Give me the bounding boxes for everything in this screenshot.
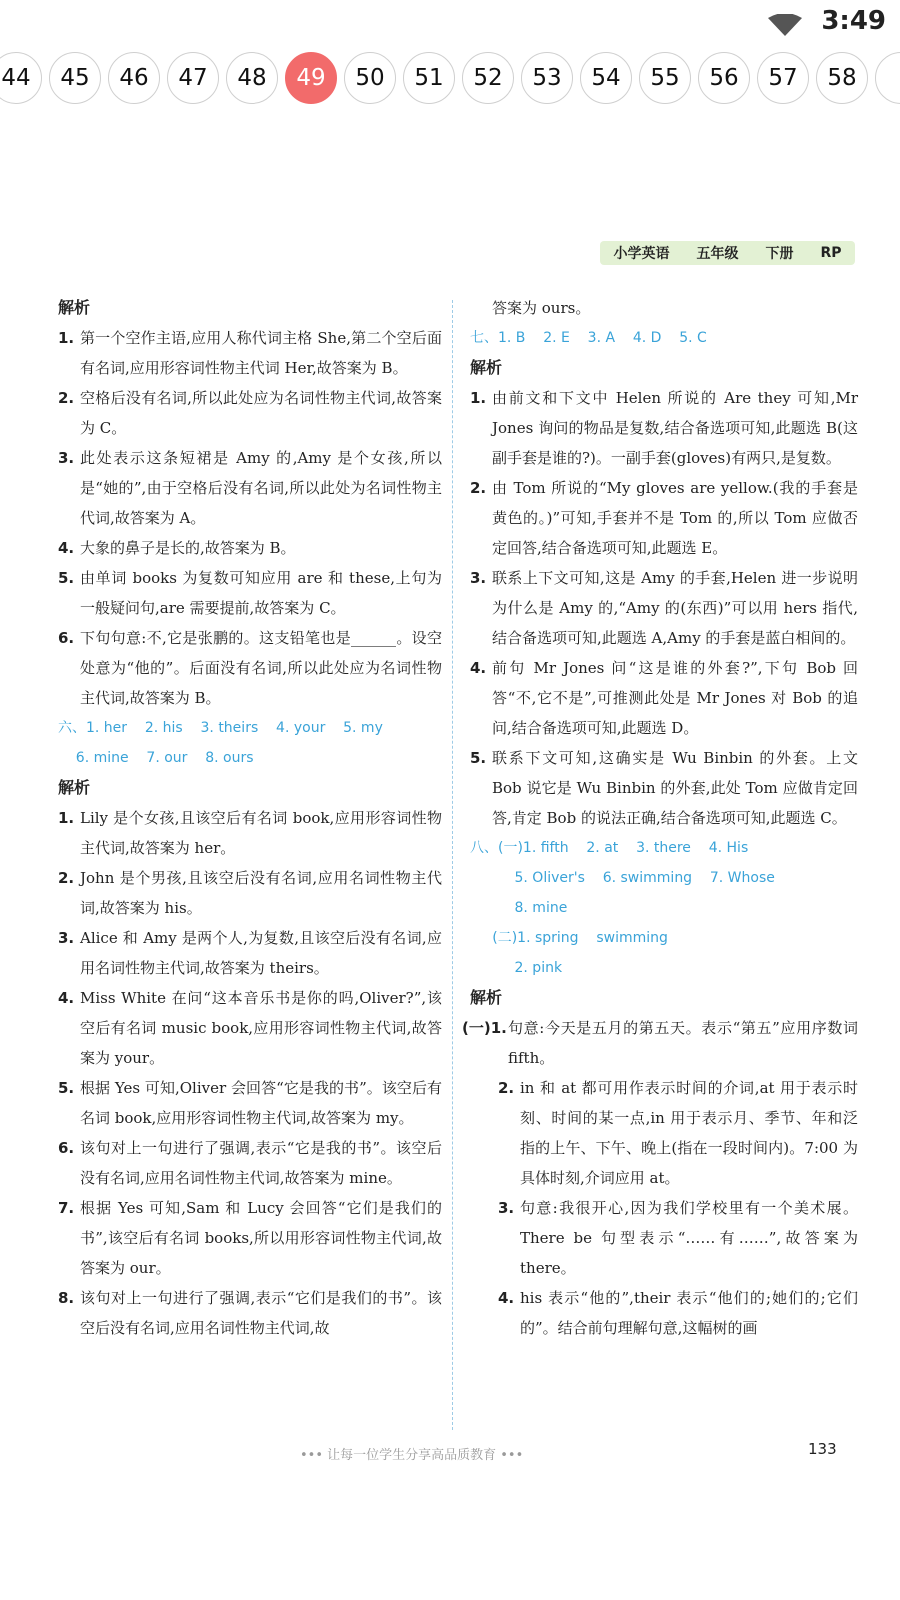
analysis-item	[462, 1013, 858, 1073]
item-number: 8.	[58, 1289, 75, 1307]
status-bar	[0, 0, 900, 46]
item-number: 4.	[498, 1289, 515, 1307]
analysis-item	[470, 563, 858, 653]
item-text: Miss White 在问“这本音乐书是你的吗,Oliver?”,该空后有名词 music book,应用形容词性物主代词,故答案为 your。	[80, 989, 442, 1067]
continued-text: 答案为 ours。	[492, 299, 591, 317]
analysis-item	[58, 563, 442, 623]
item-number: 2.	[58, 869, 75, 887]
item-text: 由单词 books 为复数可知应用 are 和 these,上句为一般疑问句,are 需要提前,故答案为 C。	[80, 569, 442, 617]
page-button[interactable]: 55	[639, 52, 691, 104]
page-button[interactable]: 56	[698, 52, 750, 104]
item-number: 2.	[470, 479, 487, 497]
item-text: 句意:今天是五月的第五天。表示“第五”应用序数词 fifth。	[508, 1019, 858, 1067]
analysis-item	[470, 743, 858, 833]
item-number: (一)1.	[462, 1019, 507, 1037]
page-button[interactable]: 45	[49, 52, 101, 104]
item-text: in 和 at 都可用作表示时间的介词,at 用于表示时刻、时间的某一点,in 用于表示月、季节、年和泛指的上午、下午、晚上(指在一段时间内)。7:00 为具体时刻,介词应用 at。	[520, 1079, 858, 1187]
answer-line: 2. pink	[470, 960, 563, 976]
analysis-item	[58, 1193, 442, 1283]
analysis-list	[462, 1013, 858, 1343]
wifi-icon	[768, 14, 802, 40]
page-button-partial[interactable]	[875, 52, 900, 104]
item-number: 4.	[58, 989, 75, 1007]
page-button[interactable]: 57	[757, 52, 809, 104]
answer-line: 八、(一)1. fifth 2. at 3. there 4. His	[470, 840, 749, 856]
column-divider	[452, 300, 453, 1430]
item-text: 句意:我很开心,因为我们学校里有一个美术展。There be 句型表示“……有……”,故答案为 there。	[520, 1199, 858, 1277]
item-number: 6.	[58, 629, 75, 647]
answers-section-6	[58, 713, 442, 773]
edition-label: RP	[820, 245, 842, 261]
item-text: 由 Tom 所说的“My gloves are yellow.(我的手套是黄色的。)”可知,手套并不是 Tom 的,所以 Tom 应做否定回答,结合备选项可知,此题选 E。	[492, 479, 858, 557]
page-button[interactable]: 58	[816, 52, 868, 104]
item-text: 该句对上一句进行了强调,表示“它们是我们的书”。该空后没有名词,应用名词性物主代词,故	[80, 1289, 442, 1337]
analysis-item	[470, 1073, 858, 1193]
answer-line: 8. mine	[470, 900, 568, 916]
analysis-item	[58, 1073, 442, 1133]
analysis-item	[58, 623, 442, 713]
item-number: 5.	[58, 1079, 75, 1097]
item-text: Lily 是个女孩,且该空后有名词 book,应用形容词性物主代词,故答案为 her。	[80, 809, 442, 857]
item-text: 空格后没有名词,所以此处应为名词性物主代词,故答案为 C。	[80, 389, 442, 437]
page-button[interactable]: 54	[580, 52, 632, 104]
item-text: 该句对上一句进行了强调,表示“它是我的书”。该空后没有名词,应用名词性物主代词,故答案为 mine。	[80, 1139, 442, 1187]
item-number: 1.	[58, 809, 75, 827]
item-text: 此处表示这条短裙是 Amy 的,Amy 是个女孩,所以是“她的”,由于空格后没有名词,所以此处为名词性物主代词,故答案为 A。	[80, 449, 442, 527]
answer-line: 5. Oliver's 6. swimming 7. Whose	[470, 870, 775, 886]
page-button[interactable]: 49	[285, 52, 337, 104]
item-text: 联系下文可知,这确实是 Wu Binbin 的外套。上文 Bob 说它是 Wu Binbin 的外套,此处 Tom 应做肯定回答,肯定 Bob 的说法正确,结合备选项可知,此题选 C。	[492, 749, 858, 827]
analysis-item	[58, 323, 442, 383]
item-number: 3.	[58, 929, 75, 947]
analysis-list	[58, 803, 442, 1343]
item-text: 由前文和下文中 Helen 所说的 Are they 可知,Mr Jones 询问的物品是复数,结合备选项可知,此题选 B(这副手套是谁的?)。一副手套(gloves)有两只,是复数。	[492, 389, 858, 467]
footer-slogan: ••• 让每一位学生分享高品质教育 •••	[300, 1448, 524, 1463]
answers-section-7: 七、1. B 2. E 3. A 4. D 5. C	[470, 330, 707, 346]
item-text: his 表示“他的”,their 表示“他们的;她们的;它们的”。结合前句理解句意,这幅树的画	[520, 1289, 858, 1337]
page-button[interactable]: 48	[226, 52, 278, 104]
answer-line: (二)1. spring swimming	[470, 930, 668, 946]
answer-line: 6. mine 7. our 8. ours	[58, 750, 254, 766]
right-column	[462, 293, 858, 1343]
clock: 3:49	[821, 6, 886, 36]
item-number: 1.	[58, 329, 75, 347]
page-button[interactable]: 53	[521, 52, 573, 104]
page-button[interactable]: 46	[108, 52, 160, 104]
item-text: 联系上下文可知,这是 Amy 的手套,Helen 进一步说明为什么是 Amy 的,“Amy 的(东西)”可以用 hers 指代,结合备选项可知,此题选 A,Amy 的手套是蓝白相间的。	[492, 569, 858, 647]
analysis-item	[470, 653, 858, 743]
page-button[interactable]: 52	[462, 52, 514, 104]
analysis-heading: 解析	[470, 358, 503, 377]
item-text: 下句句意:不,它是张鹏的。这支铅笔也是______。设空处意为“他的”。后面没有名词,所以此处应为名词性物主代词,故答案为 B。	[80, 629, 442, 707]
page-selector	[0, 52, 900, 110]
item-text: John 是个男孩,且该空后没有名词,应用名词性物主代词,故答案为 his。	[80, 869, 442, 917]
item-number: 7.	[58, 1199, 75, 1217]
analysis-item	[58, 383, 442, 443]
item-text: 根据 Yes 可知,Oliver 会回答“它是我的书”。该空后有名词 book,应用形容词性物主代词,故答案为 my。	[80, 1079, 442, 1127]
analysis-item	[58, 1283, 442, 1343]
analysis-item	[58, 443, 442, 533]
volume-label: 下册	[765, 246, 794, 262]
analysis-item	[58, 923, 442, 983]
item-number: 5.	[470, 749, 487, 767]
analysis-heading: 解析	[470, 988, 503, 1007]
page-button[interactable]: 50	[344, 52, 396, 104]
item-number: 3.	[58, 449, 75, 467]
item-text: 第一个空作主语,应用人称代词主格 She,第二个空后面有名词,应用形容词性物主代词 Her,故答案为 B。	[80, 329, 442, 377]
analysis-item	[470, 473, 858, 563]
item-text: 前句 Mr Jones 问“这是谁的外套?”,下句 Bob 回答“不,它不是”,可推测此处是 Mr Jones 对 Bob 的追问,结合备选项可知,此题选 D。	[492, 659, 858, 737]
left-column	[58, 293, 442, 1343]
page-button[interactable]: 44	[0, 52, 42, 104]
analysis-item	[470, 1283, 858, 1343]
item-number: 1.	[470, 389, 487, 407]
analysis-heading: 解析	[58, 778, 91, 797]
analysis-list	[58, 323, 442, 713]
analysis-item	[470, 383, 858, 473]
analysis-list	[470, 383, 858, 833]
page-button[interactable]: 47	[167, 52, 219, 104]
item-number: 2.	[58, 389, 75, 407]
book-header	[600, 241, 855, 265]
item-number: 4.	[470, 659, 487, 677]
item-text: 根据 Yes 可知,Sam 和 Lucy 会回答“它们是我们的书”,该空后有名词 books,所以用形容词性物主代词,故答案为 our。	[80, 1199, 442, 1277]
item-number: 4.	[58, 539, 75, 557]
page-number: 133	[808, 1440, 837, 1458]
answers-section-8	[470, 833, 858, 983]
answer-line: 六、1. her 2. his 3. theirs 4. your 5. my	[58, 720, 383, 736]
analysis-item	[58, 1133, 442, 1193]
analysis-heading: 解析	[58, 298, 91, 317]
item-text: Alice 和 Amy 是两个人,为复数,且该空后没有名词,应用名词性物主代词,故答案为 theirs。	[80, 929, 442, 977]
analysis-item	[58, 533, 442, 563]
item-number: 3.	[470, 569, 487, 587]
subject-label: 小学英语	[613, 246, 670, 262]
item-number: 6.	[58, 1139, 75, 1157]
analysis-item	[58, 983, 442, 1073]
item-number: 2.	[498, 1079, 515, 1097]
page-button[interactable]: 51	[403, 52, 455, 104]
item-text: 大象的鼻子是长的,故答案为 B。	[80, 539, 296, 557]
analysis-item	[58, 803, 442, 863]
analysis-item	[58, 863, 442, 923]
item-number: 3.	[498, 1199, 515, 1217]
analysis-item	[470, 1193, 858, 1283]
grade-label: 五年级	[696, 246, 739, 262]
item-number: 5.	[58, 569, 75, 587]
